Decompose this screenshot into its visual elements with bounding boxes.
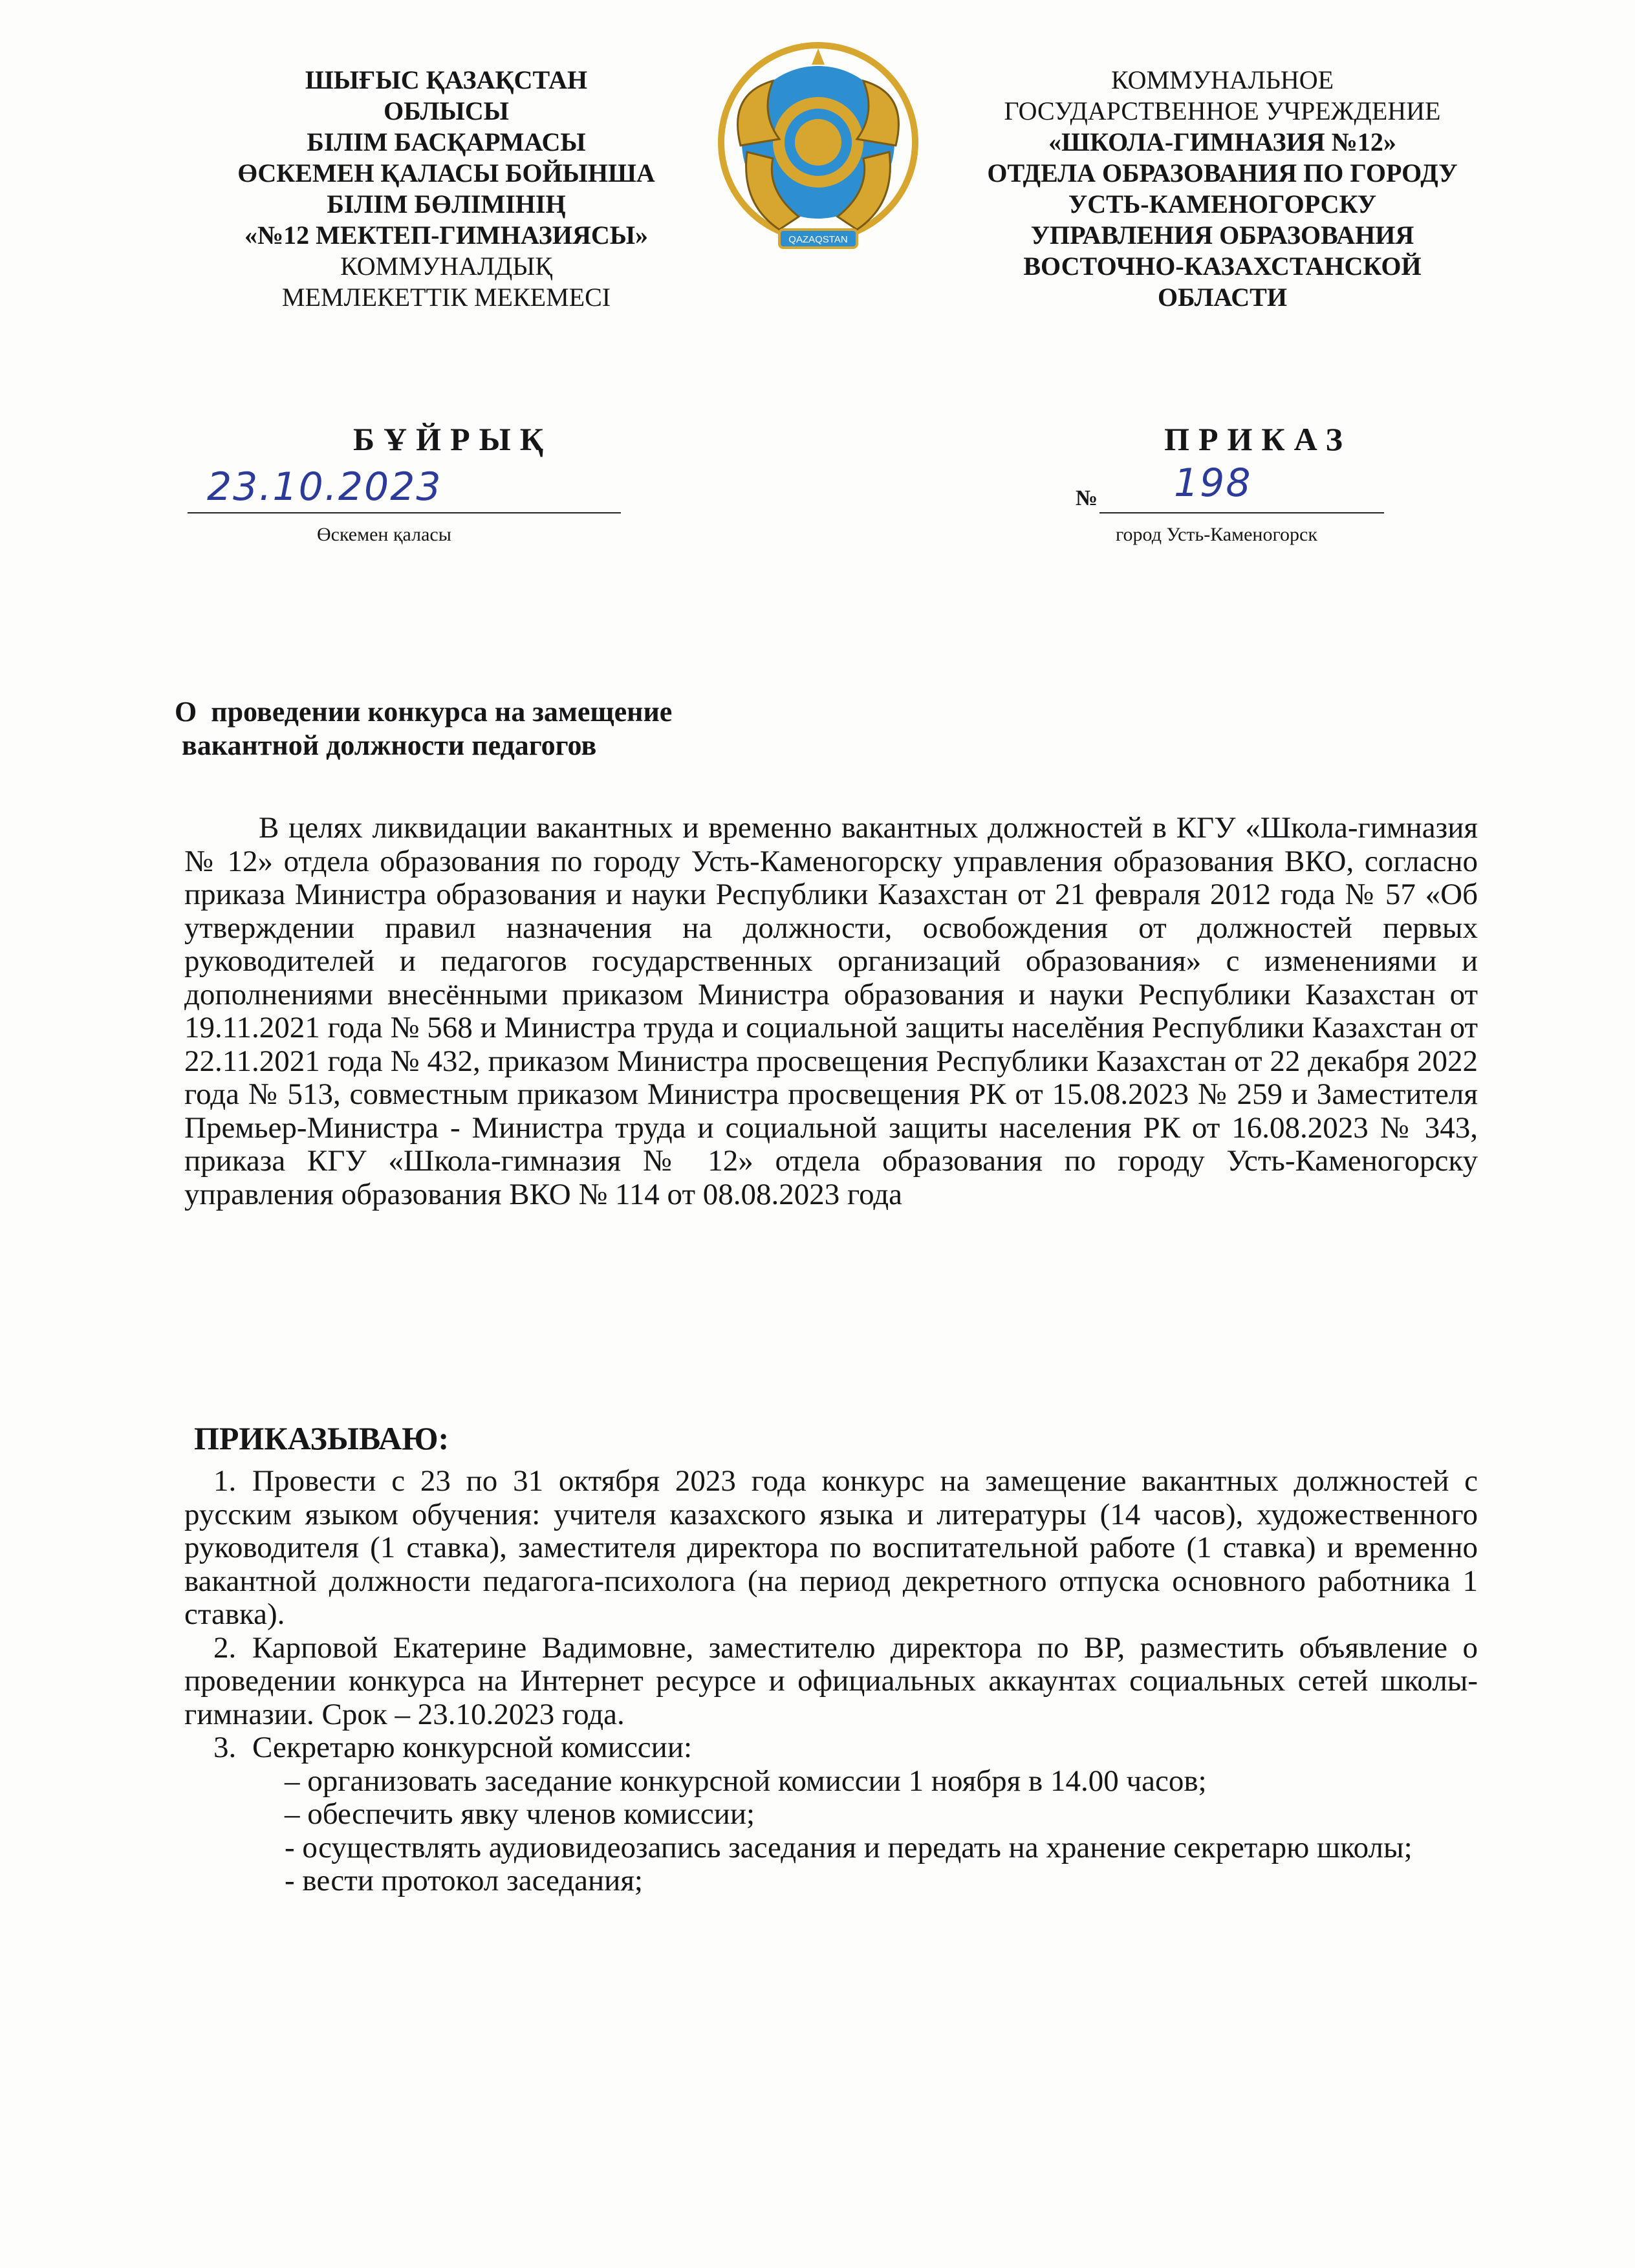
sub-item: – организовать заседание конкурсной комиссии 1 ноября в 14.00 часов; (285, 1764, 1207, 1798)
item-text: Секретарю конкурсной комиссии: (252, 1731, 693, 1764)
directive: ПРИКАЗЫВАЮ: (194, 1420, 449, 1456)
number-underline (1099, 511, 1384, 513)
sub-item: - осуществлять аудиовидеозапись заседания и передать на хранение секретарю школы; (285, 1830, 1413, 1864)
header-russian (938, 65, 1507, 313)
item-number: 1. (213, 1464, 237, 1498)
header-ru-line: ОТДЕЛА ОБРАЗОВАНИЯ ПО ГОРОДУ (987, 158, 1458, 188)
number-sign: № (1076, 486, 1098, 510)
item-text: Провести с 23 по 31 октября 2023 года конкурс на замещение вакантных должностей с русским языком обучения: учителя казахского языка и литературы (14 часов), художественного руководителя (1 ставка), заместителя директора по воспитательной работе (1 ставка) и временно вакантной должности педагога-психолога (на период декретного отпуска основного работника 1 ставка). (184, 1464, 1478, 1631)
order-title-kz: БҰЙРЫҚ (353, 421, 552, 457)
city-ru: город Усть-Каменогорск (1116, 524, 1317, 545)
list-item (184, 1465, 1478, 1632)
header-ru-line: УПРАВЛЕНИЯ ОБРАЗОВАНИЯ (1030, 221, 1414, 250)
preamble-text: В целях ликвидации вакантных и временно вакантных должностей в КГУ «Школа-гимназия № 12» отдела образования по городу Усть-Каменогорску управления образования ВКО, согласно приказа Министра образования и науки Республики Казахстан от 21 февраля 2012 года № 57 «Об утверждении правил назначения на должности, освобождения от должностей первых руководителей и педагогов государственных организаций образования» с изменениями и дополнениями внесёнными приказом Министра образования и науки Республики Казахстан от 19.11.2021 года № 568 и Министра труда и социальной защиты населӗния Республики Казахстан от 22.11.2021 года № 432, приказом Министра просвещения Республики Казахстан от 22 декабря 2022 года № 513, совместным приказом Министра просвещения РК от 15.08.2023 № 259 и Заместителя Премьер-Министра - Министра труда и социальной защиты населения РК от 16.08.2023 № 343, приказа КГУ «Школа-гимназия № 12» отдела образования по городу Усть-Каменогорску управления образования ВКО № 114 от 08.08.2023 года (184, 811, 1478, 1211)
sub-item: – обеспечить явку членов комиссии; (285, 1797, 755, 1831)
sub-item: - вести протокол заседания; (285, 1864, 643, 1897)
item-number: 3. (213, 1731, 237, 1764)
header-ru-line: ВОСТОЧНО-КАЗАХСТАНСКОЙ (1023, 252, 1422, 281)
order-subject (175, 695, 951, 762)
subject-line: вакантной должности педагогов (175, 729, 597, 761)
state-emblem-icon (702, 36, 935, 268)
subject-line: О проведении конкурса на замещение (175, 696, 673, 728)
order-items (184, 1465, 1478, 1898)
emblem-label: QAZAQSTAN (788, 234, 848, 245)
header-kz-line: БІЛІМ БӨЛІМІНІҢ (327, 189, 566, 219)
header-kz-line: КОММУНАЛДЫҚ (340, 252, 552, 281)
preamble (184, 812, 1478, 1211)
header-ru-line: КОММУНАЛЬНОЕ (1110, 65, 1334, 94)
list-item (184, 1731, 1478, 1765)
date-underline (188, 511, 621, 513)
header-kazakh (233, 65, 660, 313)
city-kz: Өскемен қаласы (317, 524, 451, 545)
order-date: 23.10.2023 (207, 464, 442, 510)
header-kz-line: ШЫҒЫС ҚАЗАҚСТАН (305, 65, 588, 94)
header-ru-line: УСТЬ-КАМЕНОГОРСКУ (1068, 189, 1377, 219)
list-item (184, 1632, 1478, 1732)
order-number: 198 (1174, 460, 1252, 506)
header-ru-line: ОБЛАСТИ (1158, 283, 1287, 312)
header-kz-line: ОБЛЫСЫ (384, 96, 509, 125)
header-kz-line: «№12 МЕКТЕП-ГИМНАЗИЯСЫ» (244, 221, 649, 250)
header-kz-line: БІЛІМ БАСҚАРМАСЫ (307, 127, 586, 157)
header-ru-line: ГОСУДАРСТВЕННОЕ УЧРЕЖДЕНИЕ (1004, 96, 1441, 125)
item-text: Карповой Екатерине Вадимовне, заместителю директора по ВР, разместить объявление о проведении конкурса на Интернет ресурсе и официальных аккаунтах социальных сетей школы-гимназии. Срок – 23.10.2023 года. (184, 1630, 1478, 1731)
header-kz-line: ӨСКЕМЕН ҚАЛАСЫ БОЙЫНША (237, 158, 655, 188)
header-ru-line: «ШКОЛА-ГИМНАЗИЯ №12» (1048, 127, 1396, 157)
header-kz-line: МЕМЛЕКЕТТІК МЕКЕМЕСІ (281, 283, 611, 312)
order-title-ru: ПРИКАЗ (1164, 421, 1352, 457)
item-number: 2. (213, 1630, 237, 1665)
